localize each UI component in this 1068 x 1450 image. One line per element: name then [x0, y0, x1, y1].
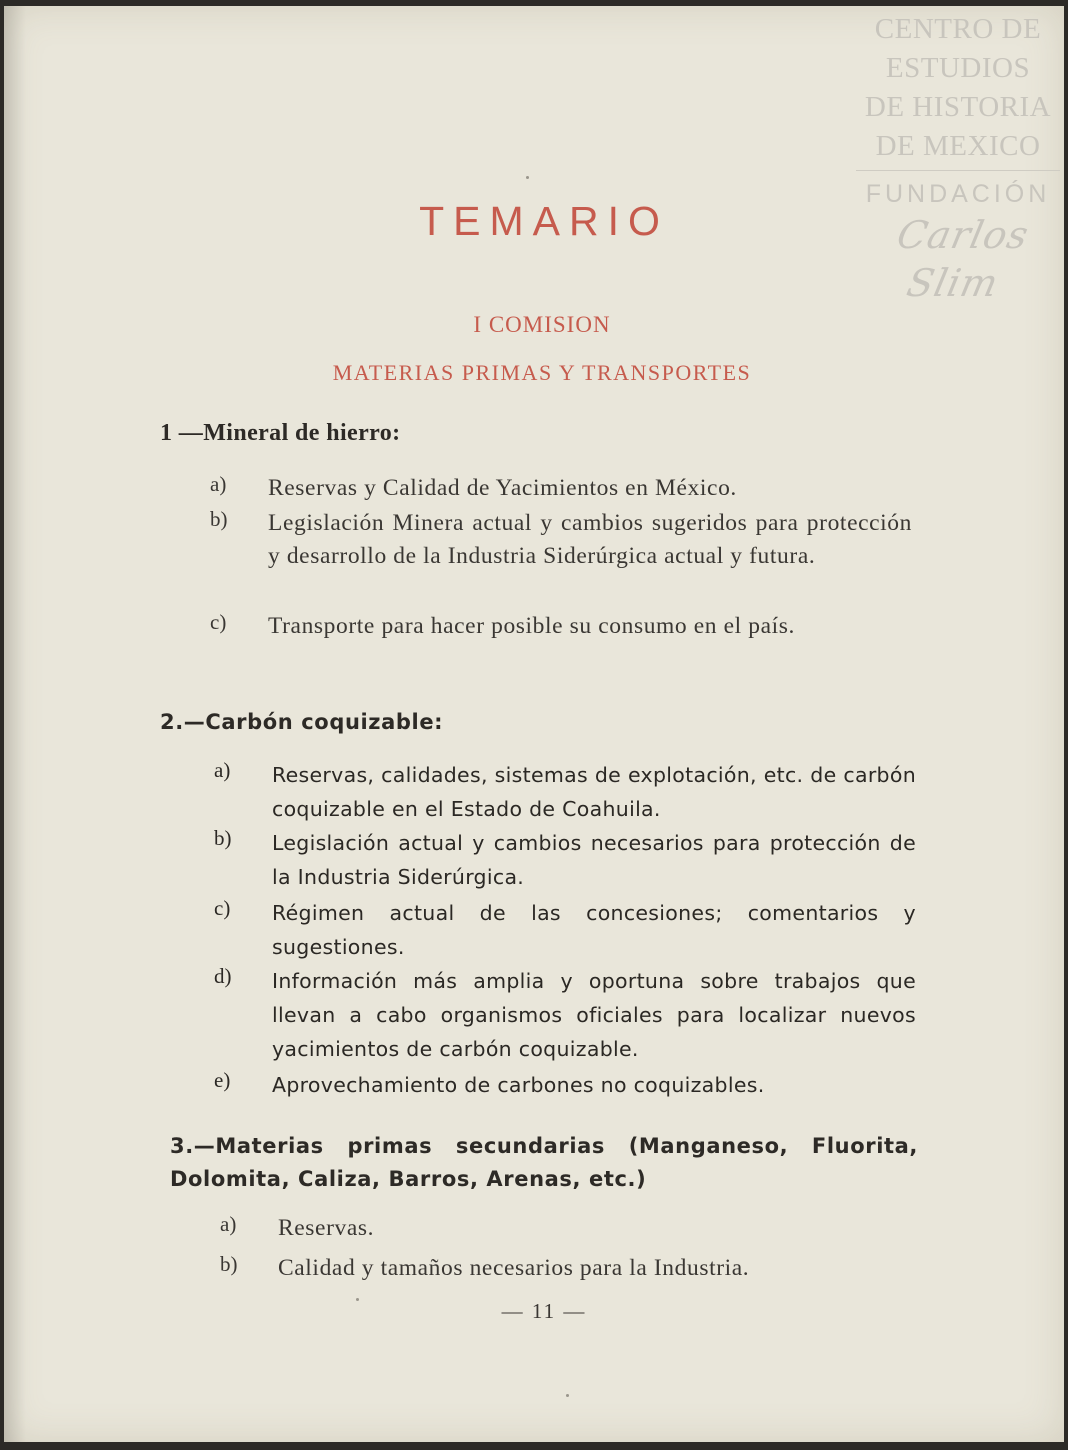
item-text: Reservas. [278, 1215, 375, 1241]
item-text: Información más amplia y oportuna sobre trabajos que llevan a cabo organismos oficiales para localizar nuevos yacimientos de carbón coquizable. [272, 969, 916, 1061]
item-letter: a) [214, 758, 231, 782]
item-letter: c) [210, 610, 227, 634]
item-letter: a) [220, 1212, 237, 1236]
watermark-signature: Carlos Slim [893, 213, 1033, 305]
page-number: — 11 — [501, 1299, 587, 1323]
item-text: Reservas y Calidad de Yacimientos en México. [268, 475, 737, 501]
section-heading-carbon: 2.—Carbón coquizable: [160, 710, 444, 734]
item-letter: c) [214, 896, 231, 920]
item-text: Legislación actual y cambios necesarios para protección de la Industria Siderúrgica. [272, 831, 916, 889]
document-page [4, 6, 1064, 1442]
item-text: Régimen actual de las concesiones; comentarios y sugestiones. [272, 901, 916, 959]
paper-speck [566, 1394, 569, 1397]
section-heading-mineral: 1 —Mineral de hierro: [160, 420, 401, 446]
watermark-foundation: FUNDACIÓN [865, 180, 1051, 208]
item-text: Aprovechamiento de carbones no coquizables. [272, 1073, 765, 1097]
item-text: Reservas, calidades, sistemas de explotación, etc. de carbón coquizable en el Estado de Coahuila. [272, 763, 916, 821]
item-letter: e) [214, 1068, 231, 1092]
watermark-line: DE HISTORIA [864, 91, 1052, 123]
item-text: Transporte para hacer posible su consumo en el país. [268, 613, 795, 639]
item-letter: d) [214, 964, 232, 988]
watermark-line: CENTRO DE [874, 13, 1042, 45]
item-text: Legislación Minera actual y cambios sugeridos para protección y desarrollo de la Industria Siderúrgica actual y futura. [268, 510, 912, 569]
page-title: TEMARIO [419, 198, 669, 244]
paper-speck [526, 176, 529, 179]
watermark-line: ESTUDIOS [885, 52, 1031, 84]
item-text: Calidad y tamaños necesarios para la Industria. [278, 1255, 750, 1281]
item-letter: b) [214, 826, 232, 850]
watermark-divider [856, 170, 1060, 171]
item-letter: b) [220, 1252, 238, 1276]
section-heading-secondary-materials: 3.—Materias primas secundarias (Manganeso, Fluorita, Dolomita, Caliza, Barros, Arenas, etc.) [170, 1134, 918, 1191]
archive-watermark [856, 10, 1060, 307]
paper-speck [356, 1298, 359, 1301]
commission-subtitle: MATERIAS PRIMAS Y TRANSPORTES [332, 360, 752, 385]
commission-heading: I COMISION [473, 312, 611, 337]
item-letter: b) [210, 507, 228, 531]
item-letter: a) [210, 472, 227, 496]
watermark-line: DE MEXICO [875, 130, 1041, 162]
